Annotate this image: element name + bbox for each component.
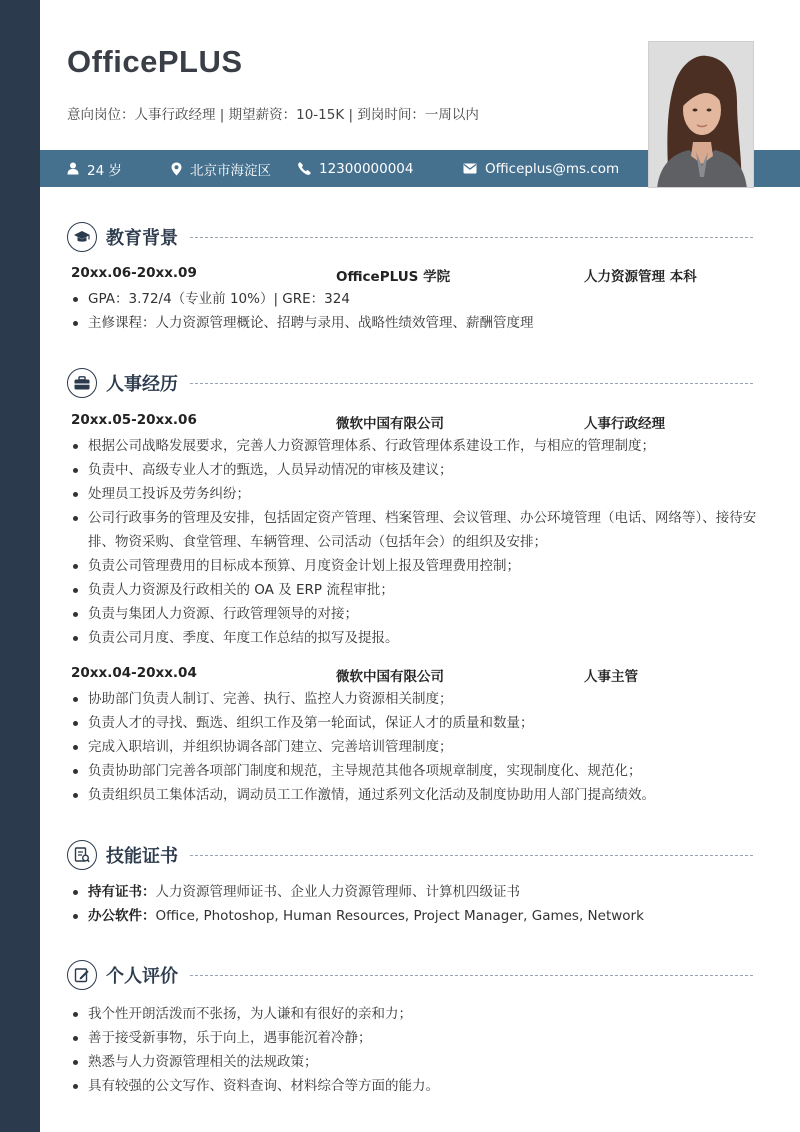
left-sidebar-bar (0, 0, 40, 1132)
list-item: 善于接受新事物，乐于向上，遇事能沉着冷静； (71, 1026, 759, 1050)
job-company: 微软中国有限公司 (336, 416, 444, 432)
section-divider (190, 855, 753, 856)
section-divider (190, 237, 753, 238)
location-text: 北京市海淀区 (190, 162, 271, 179)
graduation-cap-icon (67, 222, 97, 252)
skill-text: Office, Photoshop, Human Resources, Project Manager, Games, Network (155, 908, 644, 924)
skills-title: 技能证书 (106, 846, 178, 867)
info-age (67, 150, 122, 187)
list-item: 负责公司月度、季度、年度工作总结的拟写及提报。 (71, 626, 759, 650)
skill-label: 办公软件： (88, 908, 156, 924)
job-company: 微软中国有限公司 (336, 669, 444, 685)
education-period: 20xx.06-20xx.09 (71, 265, 197, 281)
phone-text: 12300000004 (319, 160, 414, 177)
location-pin-icon (171, 162, 182, 176)
section-divider (190, 383, 753, 384)
experience-section-header (67, 368, 753, 398)
education-section-header (67, 222, 753, 252)
info-location (171, 150, 271, 187)
list-item: 负责公司管理费用的目标成本预算、月度资金计划上报及管理费用控制； (71, 554, 759, 578)
email-text: Officeplus@ms.com (485, 160, 620, 177)
user-icon (67, 162, 79, 175)
job-row (71, 412, 751, 432)
education-row (71, 265, 751, 285)
list-item: 协助部门负责人制订、完善、执行、监控人力资源相关制度； (71, 687, 759, 711)
job-row (71, 665, 751, 685)
age-text: 24 岁 (87, 162, 122, 179)
list-item: 我个性开朗活泼而不张扬，为人谦和有很好的亲和力； (71, 1002, 759, 1026)
envelope-icon (463, 163, 477, 174)
job-period: 20xx.04-20xx.04 (71, 665, 197, 681)
education-major: 人力资源管理 本科 (584, 269, 697, 285)
list-item: 负责组织员工集体活动，调动员工工作激情，通过系列文化活动及制度协助用人部门提高绩效。 (71, 783, 759, 807)
list-item: 具有较强的公文写作、资料查询、材料综合等方面的能力。 (71, 1074, 759, 1098)
certificate-icon (67, 840, 97, 870)
job-role: 人事行政经理 (584, 416, 665, 432)
experience-title: 人事经历 (106, 374, 178, 395)
list-item (71, 904, 759, 928)
section-divider (190, 975, 753, 976)
job-intent-line: 意向岗位：人事行政经理 | 期望薪资：10-15K | 到岗时间：一周以内 (67, 107, 479, 123)
list-item: 公司行政事务的管理及安排，包括固定资产管理、档案管理、会议管理、办公环境管理（电话、网络等）、接待安排、物资采购、食堂管理、车辆管理、公司活动（包括年会）的组织及安排； (71, 506, 759, 554)
job-role: 人事主管 (584, 669, 638, 685)
list-item: 完成入职培训，并组织协调各部门建立、完善培训管理制度； (71, 735, 759, 759)
skills-bullets (71, 880, 759, 928)
pencil-note-icon (67, 960, 97, 990)
profile-photo (648, 41, 754, 188)
list-item: 负责协助部门完善各项部门制度和规范，主导规范其他各项规章制度，实现制度化、规范化； (71, 759, 759, 783)
list-item: 负责中、高级专业人才的甄选，人员异动情况的审核及建议； (71, 458, 759, 482)
list-item: 根据公司战略发展要求，完善人力资源管理体系、行政管理体系建设工作，与相应的管理制度； (71, 434, 759, 458)
list-item: 负责人才的寻找、甄选、组织工作及第一轮面试，保证人才的质量和数量； (71, 711, 759, 735)
skills-section-header (67, 840, 753, 870)
education-bullets (71, 287, 759, 335)
evaluation-section-header (67, 960, 753, 990)
list-item: GPA：3.72/4（专业前 10%）| GRE：324 (71, 287, 759, 311)
education-school: OfficePLUS 学院 (336, 269, 451, 285)
evaluation-title: 个人评价 (106, 966, 178, 987)
job-bullets (71, 687, 759, 807)
info-email (463, 150, 619, 187)
list-item: 负责人力资源及行政相关的 OA 及 ERP 流程审批； (71, 578, 759, 602)
list-item: 主修课程：人力资源管理概论、招聘与录用、战略性绩效管理、薪酬管度理 (71, 311, 759, 335)
list-item: 负责与集团人力资源、行政管理领导的对接； (71, 602, 759, 626)
education-title: 教育背景 (106, 228, 178, 249)
skill-label: 持有证书： (88, 884, 156, 900)
briefcase-icon (67, 368, 97, 398)
candidate-name: OfficePLUS (67, 44, 243, 79)
job-period: 20xx.05-20xx.06 (71, 412, 197, 428)
evaluation-bullets (71, 1002, 759, 1098)
list-item: 处理员工投诉及劳务纠纷； (71, 482, 759, 506)
skill-text: 人力资源管理师证书、企业人力资源管理师、计算机四级证书 (155, 884, 520, 900)
info-phone (298, 150, 413, 187)
phone-icon (298, 162, 311, 175)
list-item: 熟悉与人力资源管理相关的法规政策； (71, 1050, 759, 1074)
job-bullets (71, 434, 759, 650)
list-item (71, 880, 759, 904)
